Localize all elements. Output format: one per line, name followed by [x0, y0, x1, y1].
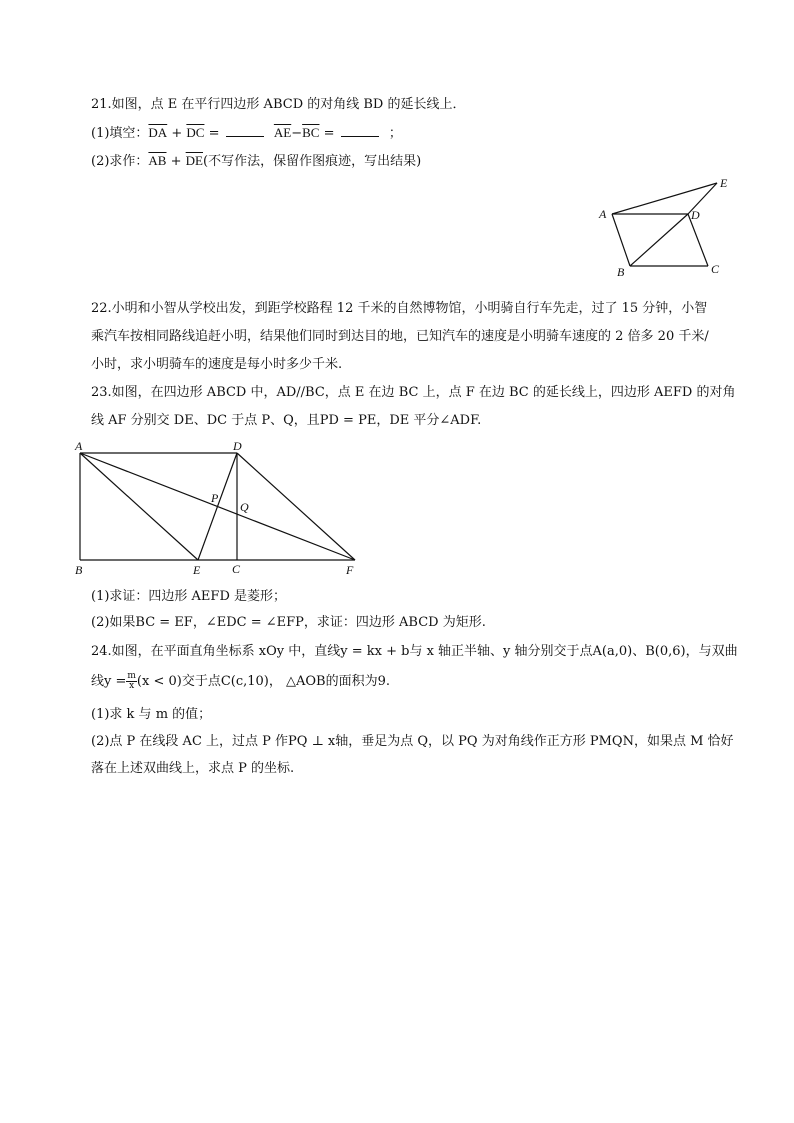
- q24-line-1: 24.如图，在平面直角坐标系 xOy 中，直线y = kx + b与 x 轴正半轴、y 轴分别交于点A(a,0)、B(0,6)，与双曲: [91, 644, 738, 659]
- q23-figure: [70, 436, 370, 578]
- q21-part2-prefix: (2)求作：: [91, 154, 149, 169]
- q21-part1-prefix: (1)填空：: [91, 126, 149, 141]
- q24-part2-line-2: 落在上述双曲线上，求点 P 的坐标.: [91, 761, 295, 776]
- segment-ae: [612, 183, 717, 214]
- q22-line-1: 22.小明和小智从学校出发，到距学校路程 12 千米的自然博物馆，小明骑自行车先走，过了 15 分钟，小智: [91, 301, 708, 316]
- vector-dc: $\overline{DC}$: [186, 125, 205, 140]
- label-q: Q: [240, 500, 249, 514]
- q24-line-2: [91, 672, 390, 691]
- segment-df: [237, 453, 355, 560]
- q23-line-2: 线 AF 分别交 DE、DC 于点 P、Q，且PD = PE，DE 平分∠ADF.: [91, 413, 482, 428]
- label-d: D: [691, 208, 700, 222]
- vector-bc: $\overline{BC}$: [302, 125, 320, 140]
- segment-ae: [80, 453, 198, 560]
- vector-ae: $\overline{AE}$: [273, 125, 292, 140]
- label-e: E: [193, 563, 201, 577]
- fraction-numerator: m: [127, 671, 136, 681]
- q23-line-1: 23.如图，在四边形 ABCD 中，AD//BC，点 E 在边 BC 上，点 F 在边 BC 的延长线上，四边形 AEFD 的对角: [91, 385, 736, 400]
- segment-bd-extended: [630, 214, 688, 266]
- segment-af: [80, 453, 355, 560]
- q21-part2: [91, 152, 421, 171]
- fraction-denominator: x: [129, 681, 135, 691]
- label-p: P: [211, 491, 219, 505]
- q21-part2-suffix: (不写作法，保留作图痕迹，写出结果): [203, 154, 422, 169]
- segment-ab: [612, 214, 630, 266]
- label-a: A: [75, 439, 83, 453]
- answer-blank-1[interactable]: [226, 124, 264, 137]
- q22-line-2: 乘汽车按相同路线追赶小明，结果他们同时到达目的地，已知汽车的速度是小明骑车速度的 2 倍多 20 千米/: [91, 329, 709, 344]
- q24-part2-line-1: (2)点 P 在线段 AC 上，过点 P 作PQ ⊥ x轴，垂足为点 Q，以 PQ 为对角线作正方形 PMQN，如果点 M 恰好: [91, 734, 734, 749]
- answer-blank-2[interactable]: [341, 124, 379, 137]
- q22-line-3: 小时，求小明骑车的速度是每小时多少千米.: [91, 357, 343, 372]
- equals-sign: =: [204, 126, 224, 141]
- label-c: C: [232, 562, 241, 576]
- label-c: C: [711, 262, 720, 276]
- label-f: F: [346, 563, 354, 577]
- label-b: B: [75, 563, 83, 577]
- vector-da: $\overline{DA}$: [148, 125, 168, 140]
- q21-figure: [590, 170, 740, 280]
- label-b: B: [617, 265, 625, 279]
- semicolon: ；: [388, 126, 402, 141]
- vector-ab: $\overline{AB}$: [148, 153, 167, 168]
- plus-sign: +: [166, 154, 186, 169]
- fraction-m-over-x: [126, 672, 137, 691]
- label-a: A: [599, 207, 607, 221]
- q24-line-2-suffix: (x < 0)交于点C(c,10)， △AOB的面积为9.: [136, 674, 391, 689]
- q24-part1: (1)求 k 与 m 的值；: [91, 707, 212, 722]
- label-e: E: [720, 176, 728, 190]
- minus-sign: −: [291, 126, 303, 141]
- equals-sign: =: [319, 126, 339, 141]
- q23-part2: (2)如果BC = EF，∠EDC = ∠EFP，求证：四边形 ABCD 为矩形.: [91, 615, 486, 630]
- q24-line-2-prefix: 线y =: [91, 674, 127, 689]
- q23-part1: (1)求证：四边形 AEFD 是菱形；: [91, 589, 287, 604]
- vector-de: $\overline{DE}$: [185, 153, 203, 168]
- q21-part1: [91, 124, 402, 143]
- q21-stem: 21.如图，点 E 在平行四边形 ABCD 的对角线 BD 的延长线上．: [91, 97, 466, 112]
- plus-sign: +: [167, 126, 187, 141]
- label-d: D: [233, 439, 242, 453]
